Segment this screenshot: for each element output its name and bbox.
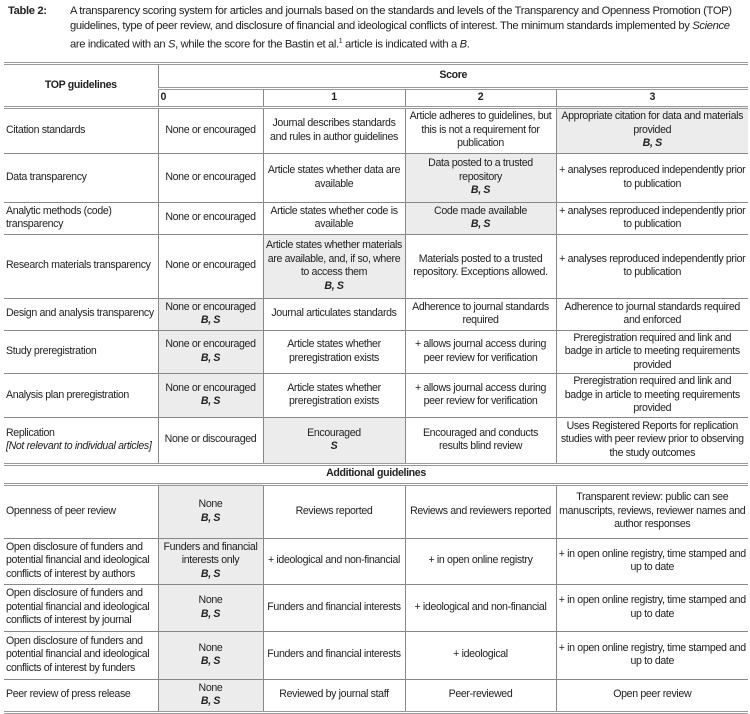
cell-text: Article states whether materials are available, and, if so, where to access them [266,239,402,278]
score-cell-3 [556,107,748,153]
cell-text: + ideological and non-financial [268,554,400,567]
cell-text: Journal articulates standards [271,307,397,320]
standard-marker: B, S [200,511,221,524]
cell-text: Code made available [434,204,527,217]
header-level: 1 [263,89,405,108]
cell-text: + ideological [453,648,508,661]
score-cell-0 [158,234,263,298]
cell-text: None or encouraged [165,123,256,136]
cell-text: Uses Registered Reports for replication studies with peer review prior to observing the study outcomes [560,419,744,459]
cell-text: + in open online registry, time stamped and up to date [558,641,746,667]
score-cell-3 [556,417,748,464]
score-cell-1 [263,298,405,330]
table-row [4,679,748,712]
additional-guidelines-header: Additional guidelines [4,464,748,484]
score-cell-0 [158,153,263,202]
row-label [4,298,158,330]
cell-text: Encouraged and conducts results blind review [422,426,539,452]
score-cell-0 [158,202,263,234]
score-cell-3 [556,153,748,202]
row-note: [Not relevant to individual articles] [6,440,152,452]
score-cell-2 [405,538,556,584]
table-row [4,631,748,679]
header-score: Score [158,64,748,89]
table-row [4,417,748,464]
cell-text: + ideological and non-financial [414,600,547,613]
table-caption [8,4,746,53]
score-cell-1 [263,153,405,202]
score-cell-2 [405,107,556,153]
cell-text: None [198,641,223,654]
cell-text: + analyses reproduced independently prior to publication [559,164,746,190]
row-label-text: Research materials transparency [6,259,151,272]
caption-part: are indicated with an [70,38,169,51]
standard-marker: B, S [200,655,221,667]
score-cell-3 [556,538,748,584]
caption-text [70,4,746,53]
caption-part: A transparency scoring system for articles and journals based on the standards and levels of the Transparency and Openness Promotion (TOP) guidelines, type of peer review, and disclosure of financial and ideological conflicts of interest. The minimum standards implemented by [70,5,732,32]
score-cell-1 [263,107,405,153]
score-cell-2 [405,153,556,202]
row-label [4,107,158,153]
score-cell-3 [556,234,748,298]
header-level: 3 [556,89,748,108]
cell-text: Funders and financial interests only [163,540,258,567]
cell-text: Preregistration required and link and badge in article to meeting requirements provided [564,331,740,371]
standard-marker: B, S [642,137,662,150]
score-cell-1 [263,631,405,679]
caption-part: , while the score for the Bastin et al. [175,38,339,51]
cell-text: None [198,681,223,694]
caption-science: Science [692,20,730,32]
table-row [4,234,748,298]
score-cell-0 [158,679,263,712]
score-cell-0 [158,631,263,679]
cell-text: + analyses reproduced independently prior to publication [559,204,746,230]
cell-text: Preregistration required and link and badge in article to meeting requirements provided [564,375,740,414]
score-cell-0 [158,484,263,538]
table-row [4,107,748,153]
standard-marker: B, S [470,184,491,197]
score-cell-2 [405,374,556,418]
caption-footnote: 1 [338,38,343,45]
row-label [4,538,158,584]
top-scoring-table [4,62,748,714]
score-cell-1 [263,234,405,298]
score-cell-3 [556,330,748,374]
table-row [4,153,748,202]
score-cell-2 [405,417,556,464]
row-label [4,202,158,234]
row-label-text: Peer review of press release [6,688,131,701]
row-label [4,484,158,538]
score-cell-1 [263,484,405,538]
score-cell-2 [405,202,556,234]
row-label-text: Data transparency [6,170,87,183]
row-label [4,374,158,418]
row-label-text: Replication [6,426,55,439]
score-cell-1 [263,330,405,374]
row-label-text: Open disclosure of funders and potential financial and ideological conflicts of interest by authors [6,540,150,580]
table-row [4,484,748,538]
cell-text: + in open online registry, time stamped and up to date [558,547,746,573]
score-cell-0 [158,107,263,153]
score-cell-2 [405,330,556,374]
cell-text: + allows journal access during peer review for verification [414,381,547,408]
cell-text: Article states whether preregistration exists [287,338,381,364]
cell-text: + in open online registry [428,554,533,567]
cell-text: Appropriate citation for data and materials provided [561,110,744,136]
caption-part: article is indicated with a [342,38,460,51]
row-label-text: Analysis plan preregistration [6,388,129,401]
caption-part: . [466,38,470,51]
score-cell-1 [263,417,405,464]
score-cell-3 [556,202,748,234]
table-row [4,330,748,374]
score-cell-1 [263,538,405,584]
cell-text: Encouraged [307,426,361,439]
header-top-guidelines: TOP guidelines [4,64,158,108]
row-label [4,679,158,712]
cell-text: Data posted to a trusted repository [428,157,533,183]
score-cell-1 [263,584,405,631]
score-cell-0 [158,298,263,330]
caption-s: S [168,38,176,51]
row-label [4,417,158,464]
row-label [4,631,158,679]
score-cell-1 [263,202,405,234]
cell-text: + in open online registry, time stamped and up to date [558,594,746,620]
standard-marker: B, S [324,279,344,292]
cell-text: None or encouraged [165,381,256,394]
standard-marker: S [330,440,338,452]
row-label [4,153,158,202]
header-level: 2 [405,89,556,108]
score-cell-1 [263,679,405,712]
score-cell-3 [556,484,748,538]
cell-text: Reviewed by journal staff [279,688,389,701]
row-label [4,584,158,631]
row-label-text: Analytic methods (code) transparency [6,204,112,230]
score-cell-0 [158,374,263,418]
table-row [4,538,748,584]
caption-label: Table 2: [8,5,47,17]
cell-text: None or encouraged [165,170,256,183]
row-label-text: Openness of peer review [6,504,116,517]
score-cell-0 [158,417,263,464]
cell-text: None or encouraged [165,338,256,351]
standard-marker: B, S [200,695,221,707]
cell-text: None or encouraged [165,300,256,313]
cell-text: Adherence to journal standards required [412,300,549,326]
cell-text: Article adheres to guidelines, but this is not a requirement for publication [409,110,552,150]
row-label [4,234,158,298]
score-cell-2 [405,631,556,679]
score-cell-2 [405,484,556,538]
row-label-text: Open disclosure of funders and potential financial and ideological conflicts of interest by journal [6,587,150,627]
standard-marker: B, S [200,314,221,326]
standard-marker: B, S [200,567,221,580]
cell-text: Reviews and reviewers reported [410,504,551,517]
cell-text: + allows journal access during peer review for verification [414,338,547,364]
cell-text: Reviews reported [295,504,373,517]
row-label-text: Study preregistration [6,345,97,357]
row-label-text: Citation standards [6,123,86,136]
cell-text: None or discouraged [164,433,257,446]
cell-text: + analyses reproduced independently prior to publication [559,252,746,278]
table-row [4,374,748,418]
score-cell-2 [405,679,556,712]
cell-text: None or encouraged [165,211,256,224]
row-label-text: Design and analysis transparency [6,307,154,320]
score-cell-2 [405,234,556,298]
cell-text: Article states whether data are available [267,164,401,190]
cell-text: Open peer review [613,688,692,701]
standard-marker: B, S [200,395,221,408]
score-cell-3 [556,631,748,679]
score-cell-3 [556,584,748,631]
score-cell-0 [158,538,263,584]
score-cell-1 [263,374,405,418]
caption-b: B [459,38,467,51]
cell-text: Article states whether preregistration exists [287,381,381,408]
score-cell-0 [158,330,263,374]
score-cell-0 [158,584,263,631]
header-level: 0 [158,89,263,108]
row-label [4,330,158,374]
cell-text: Funders and financial interests [267,648,401,661]
cell-text: Article states whether code is available [270,204,398,230]
score-cell-2 [405,584,556,631]
cell-text: Journal describes standards and rules in author guidelines [270,117,398,143]
score-cell-3 [556,298,748,330]
cell-text: None or encouraged [165,259,256,272]
cell-text: Peer-reviewed [448,688,513,701]
standard-marker: B, S [470,218,491,230]
standard-marker: B, S [200,351,221,364]
score-cell-3 [556,374,748,418]
cell-text: Materials posted to a trusted repository. Exceptions allowed. [413,252,548,278]
cell-text: Transparent review: public can see manuscripts, reviews, reviewer names and author responses [559,491,746,531]
table-row [4,584,748,631]
table-row [4,202,748,234]
cell-text: None [198,594,223,606]
standard-marker: B, S [200,607,221,620]
score-cell-3 [556,679,748,712]
cell-text: Adherence to journal standards required and enforced [564,300,740,326]
table-row [4,298,748,330]
cell-text: Funders and financial interests [267,600,401,613]
score-cell-2 [405,298,556,330]
cell-text: None [198,498,223,510]
row-label-text: Open disclosure of funders and potential financial and ideological conflicts of interest by funders [6,634,150,674]
